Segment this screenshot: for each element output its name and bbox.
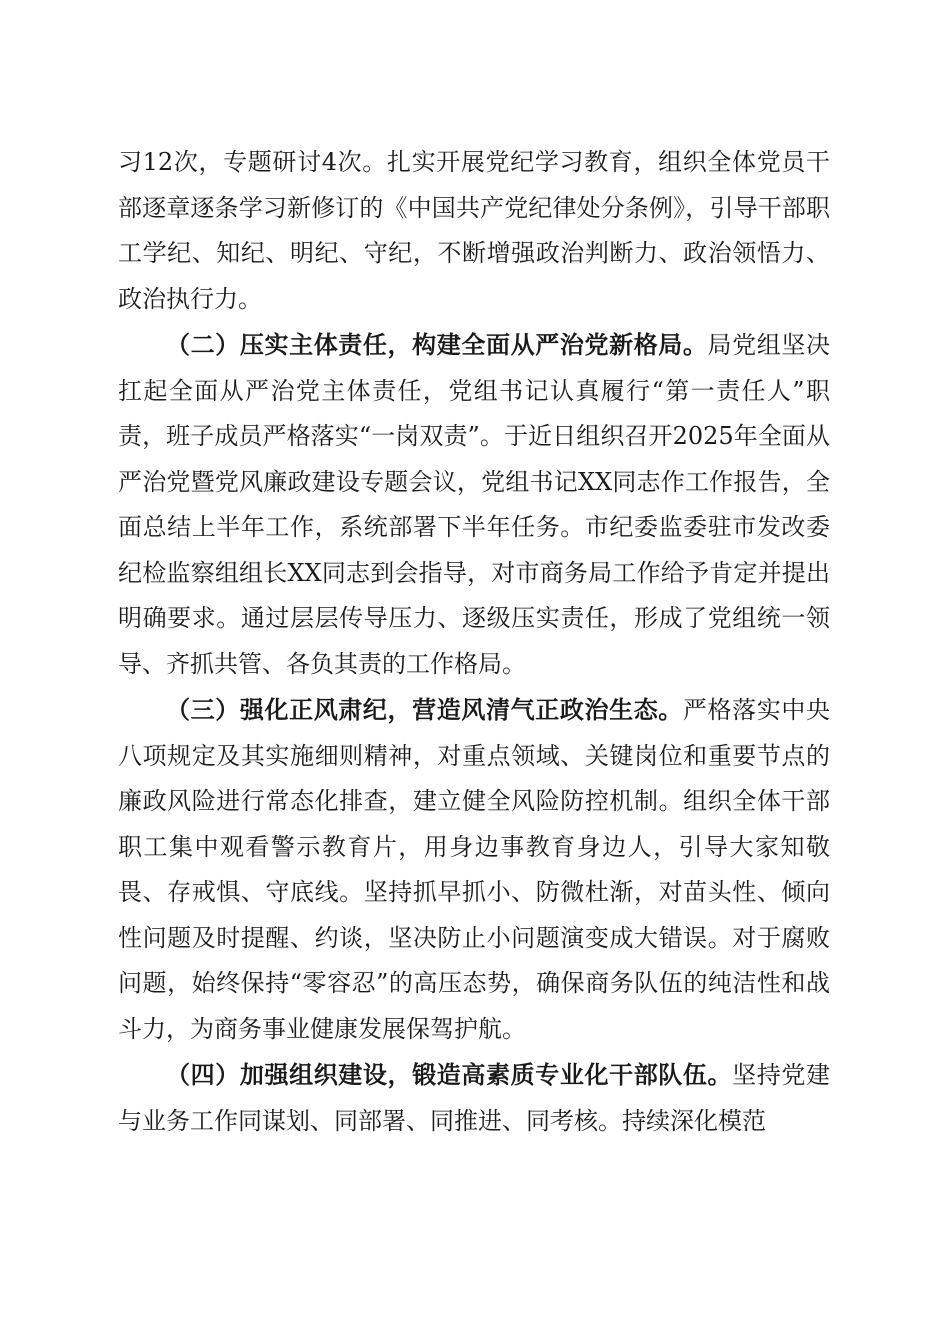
- paragraph-body: 局党组坚决扛起全面从严治党主体责任，党组书记认真履行“第一责任人”职责，班子成员严格落实“一岗双责”。于近日组织召开2025年全面从严治党暨党风廉政建设专题会议，党组书记XX同志作工作报告，全面总结上半年工作，系统部署下半年任务。市纪委监委驻市发改委纪检监察组组长XX同志到会指导，对市商务局工作给予肯定并提出明确要求。通过层层传导压力、逐级压实责任，形成了党组统一领导、齐抓共管、各负其责的工作格局。: [118, 331, 831, 678]
- document-body: [118, 140, 830, 1144]
- section-heading: （二）压实主体责任，构建全面从严治党新格局。: [166, 330, 708, 359]
- section-heading: （四）加强组织建设，锻造高素质专业化干部队伍。: [166, 1060, 733, 1089]
- paragraph-body: 坚持党建与业务工作同谋划、同部署、同推进、同考核。持续深化模范: [118, 1061, 831, 1135]
- paragraph-section-2: [118, 322, 830, 687]
- section-heading: （三）强化正风肃纪，营造风清气正政治生态。: [166, 695, 683, 724]
- paragraph-section-4: [118, 1052, 830, 1144]
- paragraph-section-3: [118, 687, 830, 1052]
- paragraph-body: 习12次，专题研讨4次。扎实开展党纪学习教育，组织全体党员干部逐章逐条学习新修订的《中国共产党纪律处分条例》，引导干部职工学纪、知纪、明纪、守纪，不断增强政治判断力、政治领悟力、政治执行力。: [118, 148, 830, 313]
- paragraph-continuation: [118, 140, 830, 322]
- paragraph-body: 严格落实中央八项规定及其实施细则精神，对重点领域、关键岗位和重要节点的廉政风险进行常态化排查，建立健全风险防控机制。组织全体干部职工集中观看警示教育片，用身边事教育身边人，引导大家知敬畏、存戒惧、守底线。坚持抓早抓小、防微杜渐，对苗头性、倾向性问题及时提醒、约谈，坚决防止小问题演变成大错误。对于腐败问题，始终保持“零容忍”的高压态势，确保商务队伍的纯洁性和战斗力，为商务事业健康发展保驾护航。: [118, 696, 830, 1043]
